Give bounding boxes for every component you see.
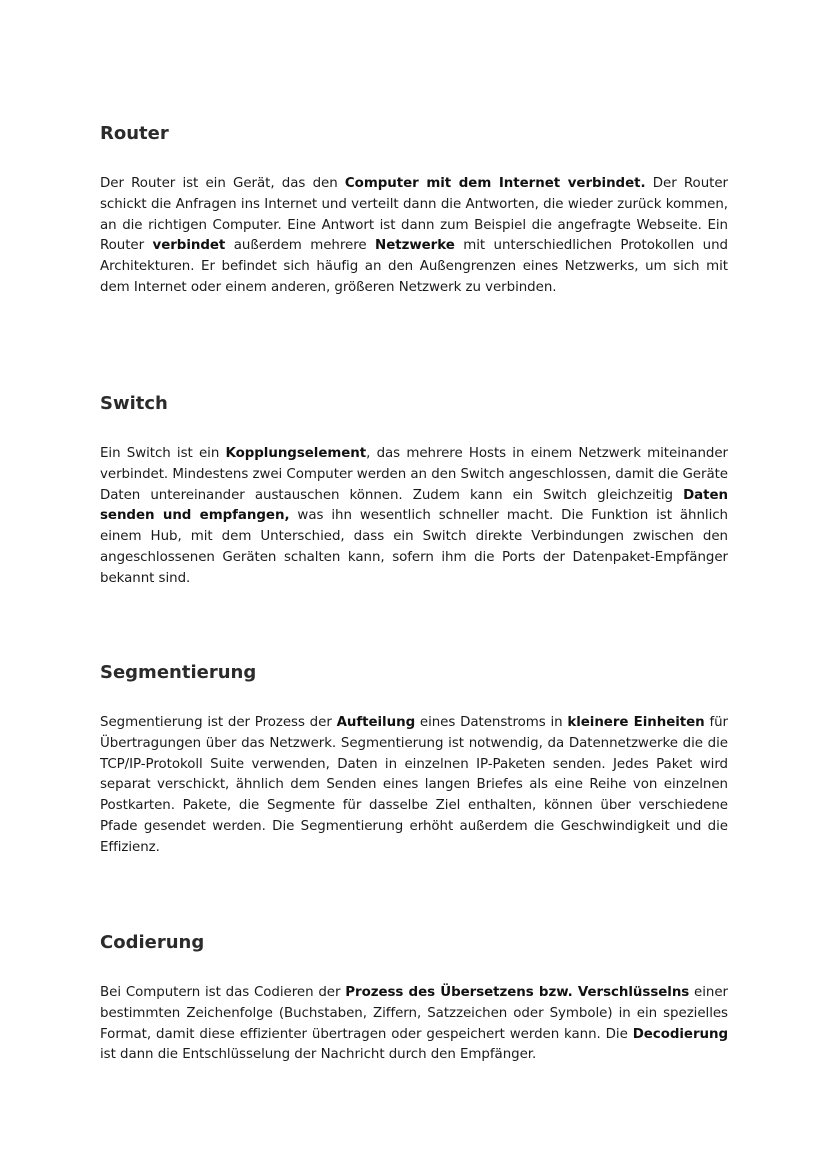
- heading-router: Router: [100, 123, 169, 144]
- bold-text-run: Decodierung: [632, 1026, 728, 1042]
- text-run: was ihn wesentlich schneller macht. Die Funktion ist ähnlich einem Hub, mit dem Unterschied, dass ein Switch direkte Verbindungen zwischen den angeschlossenen Geräten schalten kann, sofern ihm die Ports der Datenpaket-Empfänger bekannt sind.: [100, 508, 728, 586]
- bold-text-run: kleinere Einheiten: [567, 715, 705, 730]
- text-run: eines Datenstroms in: [415, 715, 568, 730]
- heading-codierung: Codierung: [100, 932, 205, 953]
- text-run: , das mehrere Hosts in einem Netzwerk miteinander verbindet. Mindestens zwei Computer werden an den Switch angeschlossen, damit die Geräte Daten untereinander austauschen können. Zudem kann ein Switch gleichzeitig: [100, 446, 728, 503]
- text-run: Ein Switch ist ein: [100, 446, 226, 461]
- section-segmentierung: [100, 661, 728, 855]
- section-switch: [100, 392, 728, 586]
- text-run: mit unterschiedlichen Protokollen und Architekturen. Er befindet sich häufig an den Außengrenzen eines Netzwerks, um sich mit dem Internet oder einem anderen, größeren Netzwerk zu verbinden.: [100, 238, 728, 295]
- text-run: einer bestimmten Zeichenfolge (Buchstaben, Ziffern, Satzzeichen oder Symbole) in ein spezielles Format, damit diese effizienter übertragen oder gespeichert werden kann. Die: [100, 985, 728, 1042]
- text-run: Der Router ist ein Gerät, das den: [100, 176, 345, 191]
- bold-text-run: Computer mit dem Internet verbindet.: [344, 176, 646, 191]
- section-router: [100, 122, 728, 295]
- bold-text-run: verbindet: [152, 238, 226, 254]
- bold-text-run: Netzwerke: [375, 238, 455, 254]
- bold-text-run: Prozess des Übersetzens bzw. Verschlüsselns: [345, 985, 690, 1000]
- text-run: ist dann die Entschlüsselung der Nachricht durch den Empfänger.: [100, 1047, 537, 1063]
- paragraph-segmentierung: [100, 713, 728, 859]
- text-run: Bei Computern ist das Codieren der: [100, 985, 346, 1000]
- heading-segmentierung: Segmentierung: [100, 662, 257, 683]
- section-codierung: [100, 931, 728, 1063]
- text-run: Segmentierung ist der Prozess der: [100, 715, 337, 730]
- bold-text-run: Kopplungselement: [225, 446, 367, 461]
- paragraph-switch: [100, 444, 728, 590]
- paragraph-router: [100, 174, 728, 299]
- paragraph-codierung: [100, 983, 728, 1066]
- bold-text-run: Aufteilung: [336, 715, 416, 730]
- heading-switch: Switch: [100, 393, 168, 414]
- text-run: für Übertragungen über das Netzwerk. Segmentierung ist notwendig, da Datennetzwerke die die TCP/IP-Protokoll Suite verwenden, Daten in einzelnen IP-Paketen senden. Jedes Paket wird separat verschickt, ähnlich dem Senden eines langen Briefes als eine Reihe von einzelnen Postkarten. Pakete, die Segmente für dasselbe Ziel enthalten, können über verschiedene Pfade gesendet werden. Die Segmentierung erhöht außerdem die Geschwindigkeit und die Effizienz.: [100, 715, 728, 855]
- text-run: Der Router schickt die Anfragen ins Internet und verteilt dann die Antworten, die wieder zurück kommen, an die richtigen Computer. Eine Antwort ist dann zum Beispiel die angefragte Webseite. Ein Router: [100, 176, 728, 254]
- text-run: außerdem mehrere: [225, 238, 376, 254]
- bold-text-run: Daten senden und empfangen,: [100, 487, 728, 524]
